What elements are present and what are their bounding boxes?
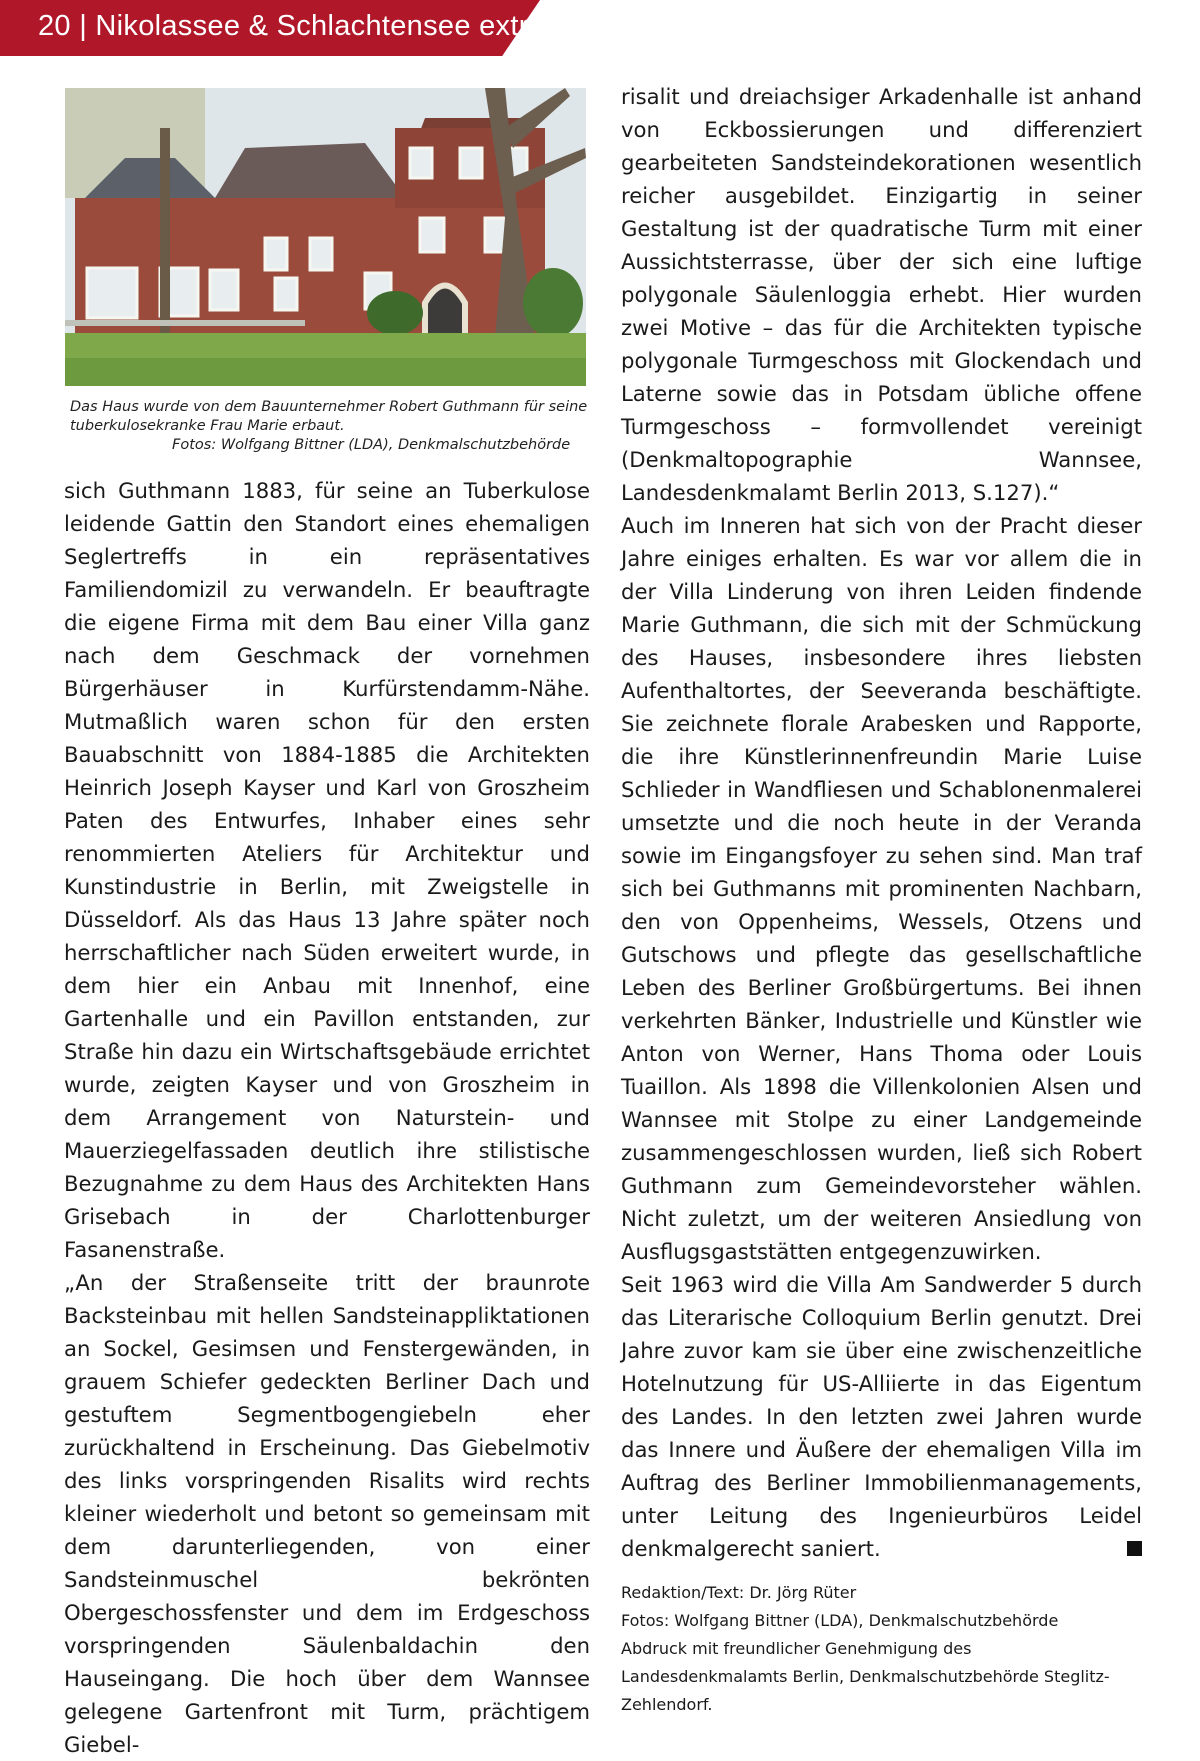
article-paragraph: risalit und dreiachsiger Arkadenhalle ist anhand von Eckbossierungen und differenziert gearbeiteten Sandsteindekorationen wesentlich reicher ausgebildet. Einzigartig in seiner Gestaltung ist der quadratische Turm mit einer Aussichtsterrasse, über der sich eine luftige polygonale Säulenloggia erhebt. Hier wurden zwei Motive – das für die Architekten typische polygonale Turmgeschoss mit Glockendach und Laterne sowie das in Potsdam übliche offene Turmgeschoss – formvollendet vereinigt (Denkmaltopographie Wannsee, Landesdenkmalamt Berlin 2013, S.127).“: [621, 84, 1142, 505]
photo-caption: [70, 398, 590, 455]
page-header-title: 20 | Nikolassee & Schlachtensee extra: [38, 10, 546, 42]
end-mark-icon: [1127, 1541, 1142, 1556]
footer-photos: Fotos: Wolfgang Bittner (LDA), Denkmalschutzbehörde: [621, 1611, 1059, 1630]
footer-reprint: Abdruck mit freundlicher Genehmigung des Landesdenkmalamts Berlin, Denkmalschutzbehörde Steglitz-Zehlendorf.: [621, 1639, 1110, 1714]
article-paragraph: Seit 1963 wird die Villa Am Sandwerder 5 durch das Literarische Colloquium Berlin genutzt. Drei Jahre zuvor kam sie über eine zwischenzeitliche Hotelnutzung für US-Alliierte in das Eigentum des Landes. In den letzten zwei Jahren wurde das Innere und Äußere der ehemaligen Villa im Auftrag des Berliner Immobilienmanagements, unter Leitung des Ingenieurbüros Leidel denkmalgerecht saniert.: [621, 1272, 1142, 1561]
villa-photo: [65, 88, 586, 386]
article-paragraph: Auch im Inneren hat sich von der Pracht dieser Jahre einiges erhalten. Es war vor allem die in der Villa Linderung von ihren Leiden findende Marie Guthmann, die sich mit der Schmückung des Hauses, insbesondere ihres liebsten Aufenthaltortes, der Seeveranda beschäftigte. Sie zeichnete florale Arabesken und Rapporte, die ihre Künstlerinnenfreundin Marie Luise Schlieder in Wandfliesen und Schablonenmalerei umsetzte und die noch heute in der Veranda sowie im Eingangsfoyer zu sehen sind. Man traf sich bei Guthmanns mit prominenten Nachbarn, den von Oppenheims, Wessels, Otzens und Gutschows und pflegte das gesellschaftliche Leben des Berliner Großbürgertums. Bei ihnen verkehrten Bänker, Industrielle und Künstler wie Anton von Werner, Hans Thoma oder Louis Tuaillon. Als 1898 die Villenkolonien Alsen und Wannsee mit Stolpe zu einer Landgemeinde zusammengeschlossen wurden, ließ sich Robert Guthmann zum Gemeindevorsteher wählen. Nicht zuletzt, um der weiteren Ansiedlung von Ausflugsgaststätten entgegenzuwirken.: [621, 513, 1142, 1264]
article-paragraph: „An der Straßenseite tritt der braunrote Backsteinbau mit hellen Sandsteinappliktationen an Sockel, Gesimsen und Fenstergewänden, in grauem Schiefer gedeckten Berliner Dach und gestuftem Segmentbogengiebeln eher zurückhaltend in Erscheinung. Das Giebelmotiv des links vorspringenden Risalits wird rechts kleiner wiederholt und betont so gemeinsam mit dem darunterliegenden, von einer Sandsteinmuschel bekrönten Obergeschossfenster und dem im Erdgeschoss vorspringenden Säulenbaldachin den Hauseingang. Die hoch über dem Wannsee gelegene Gartenfront mit Turm, prächtigem Giebel-: [64, 1270, 590, 1757]
article-left-column: [64, 474, 590, 1761]
article-paragraph-last: [621, 1268, 1142, 1565]
article-paragraph: sich Guthmann 1883, für seine an Tuberkulose leidende Gattin den Standort eines ehemaligen Seglertreffs in ein repräsentatives Familiendomizil zu verwandeln. Er beauftragte die eigene Firma mit dem Bau einer Villa ganz nach dem Geschmack der vornehmen Bürgerhäuser in Kurfürstendamm-Nähe. Mutmaßlich waren schon für den ersten Bauabschnitt von 1884-1885 die Architekten Heinrich Joseph Kayser und Karl von Groszheim Paten des Entwurfes, Inhaber eines sehr renommierten Ateliers für Architektur und Kunstindustrie in Berlin, mit Zweigstelle in Düsseldorf. Als das Haus 13 Jahre später noch herrschaftlicher nach Süden erweitert wurde, in dem hier ein Anbau mit Innenhof, eine Gartenhalle und ein Pavillon entstanden, zur Straße hin dazu ein Wirtschaftsgebäude errichtet wurde, zeigten Kayser und von Groszheim in dem Arrangement von Naturstein- und Mauerziegelfassaden deutlich ihre stilistische Bezugnahme zu dem Haus des Architekten Hans Grisebach in der Charlottenburger Fasanenstraße.: [64, 478, 590, 1262]
article-footer: [621, 1579, 1142, 1719]
footer-editor: Redaktion/Text: Dr. Jörg Rüter: [621, 1583, 857, 1602]
article-right-column: [621, 80, 1142, 1719]
caption-credit: Fotos: Wolfgang Bittner (LDA), Denkmalschutzbehörde: [172, 437, 571, 453]
caption-text: Das Haus wurde von dem Bauunternehmer Robert Guthmann für seine tuberkulosekranke Frau Marie erbaut.: [70, 399, 588, 434]
